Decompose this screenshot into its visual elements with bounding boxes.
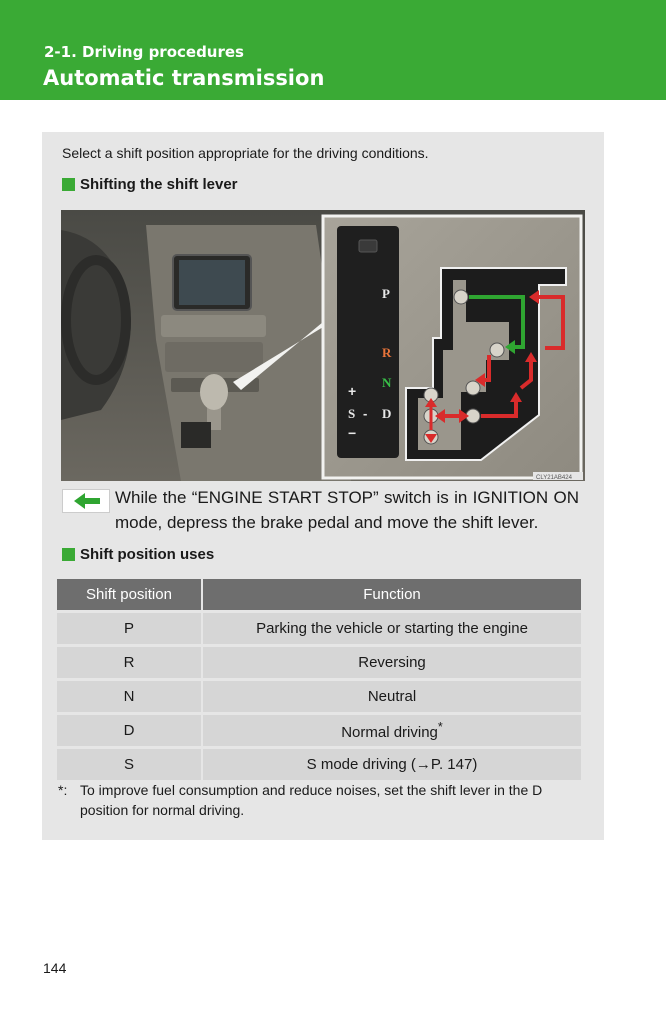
heading-shifting <box>62 176 238 193</box>
cell-function: Reversing <box>202 646 581 680</box>
content-panel <box>42 132 604 840</box>
table-row <box>57 714 581 748</box>
page-number: 144 <box>43 960 67 976</box>
table-row <box>57 680 581 714</box>
move-arrow-legend <box>62 489 110 513</box>
dashboard-photo <box>61 210 585 481</box>
shift-lever-illustration <box>61 210 585 481</box>
col-header-function: Function <box>202 579 581 612</box>
col-header-position: Shift position <box>57 579 202 612</box>
gate-p: P <box>382 286 390 301</box>
square-bullet-icon <box>62 548 75 561</box>
cell-position: D <box>57 714 202 748</box>
square-bullet-icon <box>62 178 75 191</box>
table-row <box>57 748 581 781</box>
cell-position: P <box>57 612 202 646</box>
gate-minus: - <box>363 406 368 421</box>
heading-uses-text: Shift position uses <box>80 546 215 563</box>
cell-function-text: Normal driving <box>341 724 438 741</box>
shift-position-table <box>57 579 581 780</box>
cell-function: S mode driving (→P. 147) <box>202 748 581 781</box>
intro-text: Select a shift position appropriate for the driving conditions. <box>62 145 429 161</box>
cell-position: N <box>57 680 202 714</box>
cell-function: Parking the vehicle or starting the engine <box>202 612 581 646</box>
gate-d: D <box>382 406 392 421</box>
heading-shifting-text: Shifting the shift lever <box>80 176 238 193</box>
gate-plus: + <box>348 383 357 399</box>
cell-position: S <box>57 748 202 781</box>
chapter-header <box>0 0 666 100</box>
figure-code: CLY21AB424 <box>536 475 572 481</box>
footnote-mark: *: <box>58 782 68 798</box>
cell-position: R <box>57 646 202 680</box>
footnote <box>58 780 582 820</box>
shift-instruction: While the “ENGINE START STOP” switch is in IGNITION ON mode, depress the brake pedal and move the shift lever. <box>115 488 579 532</box>
heading-uses <box>62 546 214 563</box>
gate-s: S <box>348 406 356 421</box>
cell-function: Neutral <box>202 680 581 714</box>
green-left-arrow-icon <box>63 490 109 512</box>
gate-dash: − <box>348 425 357 441</box>
cell-function <box>202 714 581 748</box>
gate-r: R <box>382 345 392 360</box>
table-row <box>57 646 581 680</box>
section-label: 2-1. Driving procedures <box>44 43 244 61</box>
footnote-marker: * <box>437 720 443 734</box>
page-title: Automatic transmission <box>43 66 325 90</box>
table-row <box>57 612 581 646</box>
footnote-text: To improve fuel consumption and reduce noises, set the shift lever in the D position for normal driving. <box>80 782 543 818</box>
gate-n: N <box>382 375 392 390</box>
